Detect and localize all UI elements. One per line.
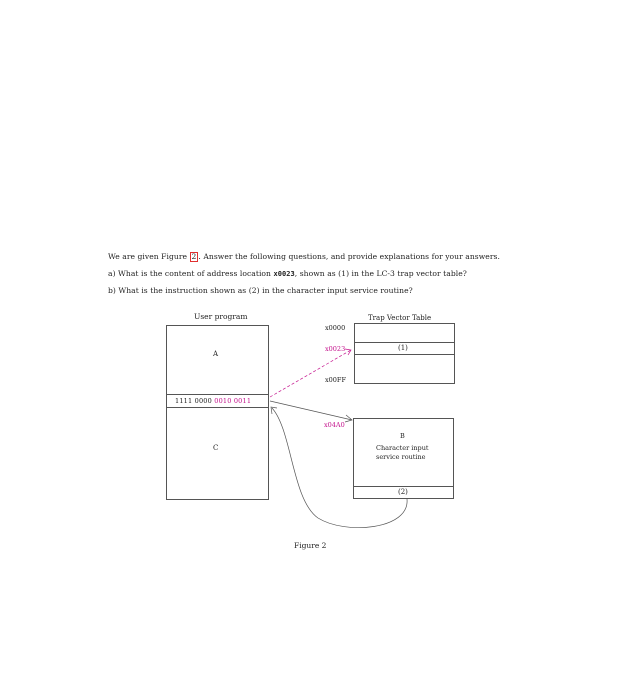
service-routine-name-line1: Character input bbox=[376, 444, 429, 452]
question-a: a) What is the content of address location x0023, shown as (1) in the LC-3 trap vector table? bbox=[108, 269, 467, 278]
service-routine-marker: (2) bbox=[398, 488, 408, 496]
address-x0023: x0023 bbox=[325, 345, 346, 353]
jump-to-routine-arrow bbox=[270, 401, 352, 420]
trap-vector-table-title: Trap Vector Table bbox=[368, 314, 432, 322]
service-routine-name-line2: service routine bbox=[376, 453, 426, 461]
user-program-title: User program bbox=[194, 312, 248, 321]
question-intro: We are given Figure 2 . Answer the following questions, and provide explanations for your answers. bbox=[108, 252, 500, 261]
user-program-label-a: A bbox=[213, 350, 219, 358]
trap-instruction: 1111 0000 0010 0011 bbox=[175, 397, 252, 405]
service-routine-label-b: B bbox=[400, 432, 405, 440]
return-arrow bbox=[272, 408, 407, 528]
figure-reference-link[interactable]: 2 bbox=[191, 252, 197, 261]
address-x00ff: x00FF bbox=[325, 376, 346, 384]
routine-address-x04a0: x04A0 bbox=[324, 421, 345, 429]
address-x0000: x0000 bbox=[325, 324, 346, 332]
question-b: b) What is the instruction shown as (2) in the character input service routine? bbox=[108, 286, 413, 295]
figure-caption: Figure 2 bbox=[294, 541, 327, 550]
user-program-label-c: C bbox=[213, 444, 219, 452]
trap-lookup-arrow bbox=[270, 350, 351, 397]
trap-vector-entry-marker: (1) bbox=[398, 344, 408, 352]
